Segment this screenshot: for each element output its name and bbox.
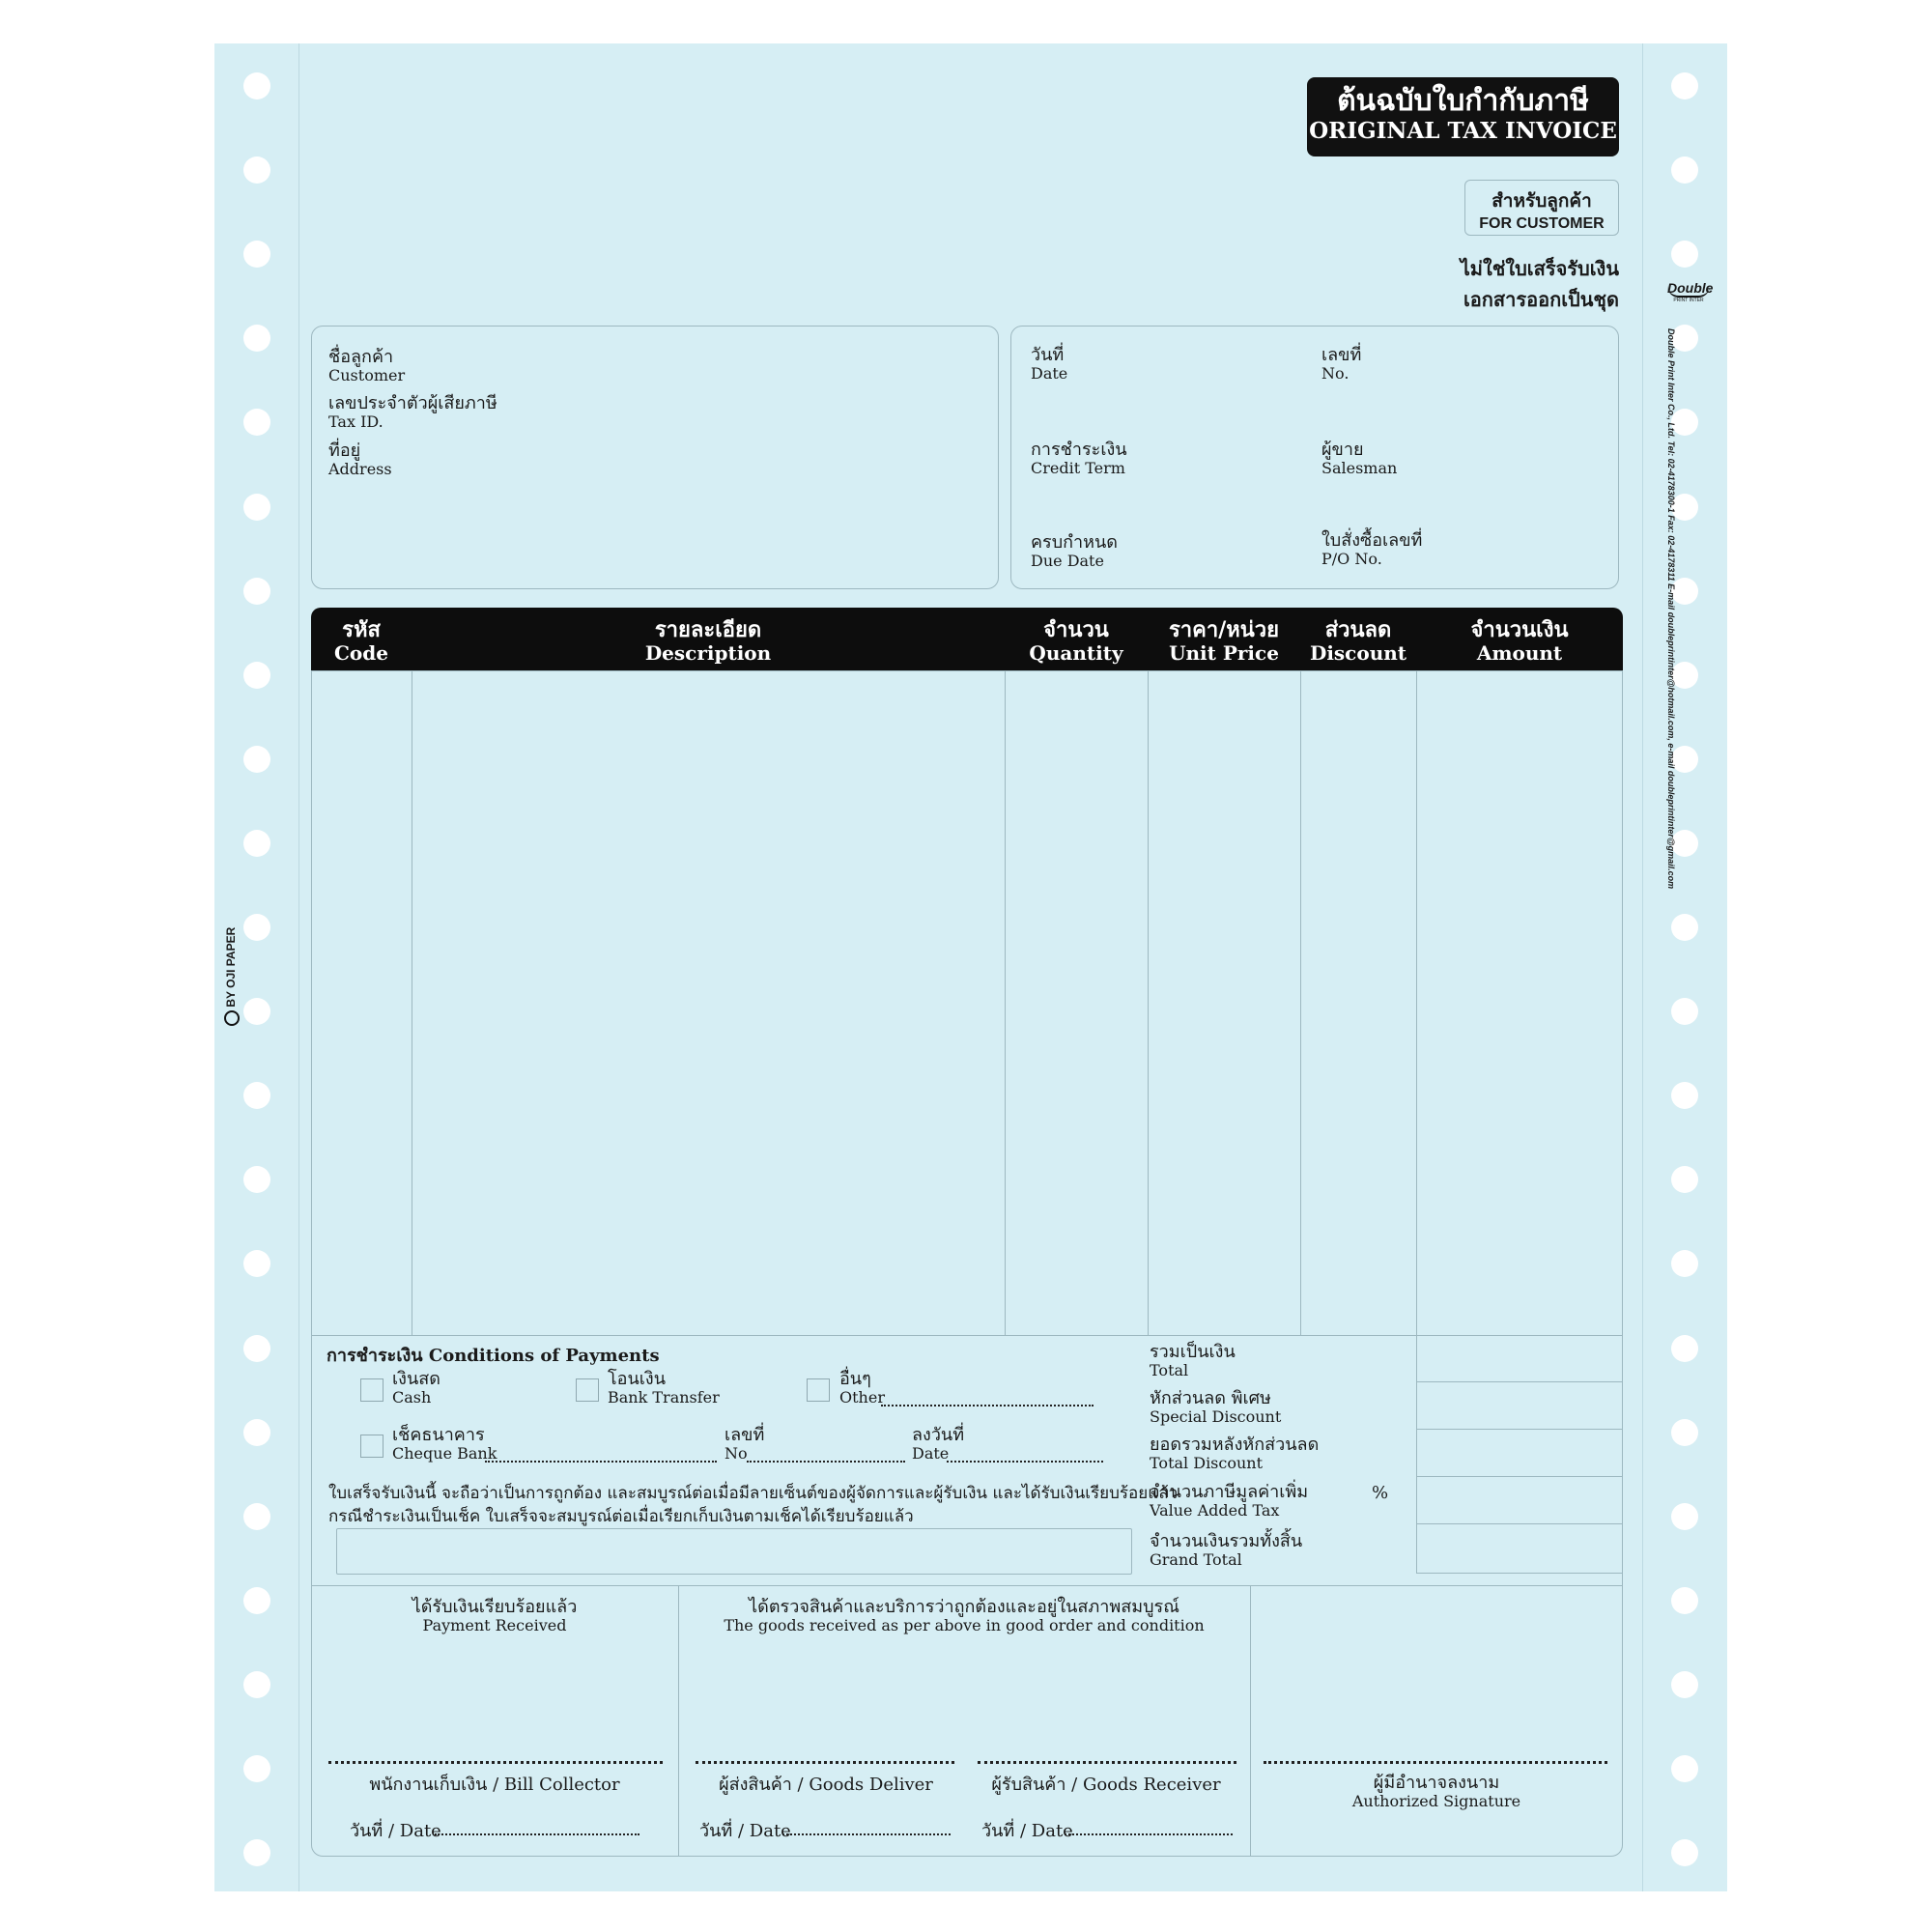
perforation-hole bbox=[1671, 998, 1698, 1025]
other-checkbox[interactable] bbox=[807, 1378, 830, 1402]
copy-type-english: FOR CUSTOMER bbox=[1479, 215, 1605, 232]
po-no-field[interactable] bbox=[1321, 531, 1422, 568]
not-receipt-note: ไม่ใช่ใบเสร็จรับเงิน bbox=[1460, 257, 1619, 280]
vat-label-en: Value Added Tax bbox=[1150, 1501, 1280, 1520]
goods-receiver-label: ผู้รับสินค้า / Goods Receiver bbox=[991, 1775, 1221, 1795]
perforation-hole bbox=[243, 494, 270, 521]
cheque-bank-fill-line[interactable] bbox=[485, 1461, 717, 1463]
due-date-field[interactable] bbox=[1031, 533, 1118, 570]
date-field[interactable] bbox=[1031, 346, 1067, 383]
cheque-date-option bbox=[912, 1426, 964, 1463]
cheque-date-fill-line[interactable] bbox=[947, 1461, 1103, 1463]
total-discount-label: ยอดรวมหลังหักส่วนลด bbox=[1150, 1435, 1320, 1455]
column-unit-price bbox=[1148, 608, 1300, 671]
logo-text: Double bbox=[1667, 280, 1714, 296]
goods-received-thai: ได้ตรวจสินค้าและบริการว่าถูกต้องและอยู่ในสภาพสมบูรณ์ bbox=[749, 1597, 1179, 1617]
cheque-no-label: เลขที่ bbox=[724, 1425, 765, 1445]
total-discount-row bbox=[1150, 1435, 1319, 1472]
grand-total-label: จำนวนเงินรวมทั้งสิ้น bbox=[1150, 1531, 1303, 1551]
column-divider bbox=[1300, 670, 1301, 1335]
column-code-thai: รหัส bbox=[342, 617, 381, 642]
customer-info-box bbox=[311, 326, 999, 589]
perforation-hole bbox=[1671, 1839, 1698, 1866]
bill-collector-label: พนักงานเก็บเงิน / Bill Collector bbox=[369, 1775, 620, 1795]
perforation-hole bbox=[1671, 1755, 1698, 1782]
authorized-signature-thai: ผู้มีอำนาจลงนาม bbox=[1373, 1773, 1500, 1793]
invoice-no-field[interactable] bbox=[1321, 346, 1361, 383]
right-perforation-strip bbox=[1642, 43, 1727, 1891]
perforation-hole bbox=[243, 746, 270, 773]
column-discount bbox=[1300, 608, 1416, 671]
cheque-date-label: ลงวันที่ bbox=[912, 1425, 965, 1445]
invoice-no-label: เลขที่ bbox=[1321, 345, 1362, 365]
po-no-label-en: P/O No. bbox=[1321, 550, 1382, 568]
column-description bbox=[412, 608, 1005, 671]
payment-title-english: Conditions of Payments bbox=[428, 1346, 660, 1366]
cheque-label-en: Cheque Bank bbox=[392, 1444, 497, 1463]
perforation-hole bbox=[1671, 156, 1698, 184]
receiver-date-label: วันที่ / Date bbox=[981, 1821, 1073, 1841]
perforation-hole bbox=[243, 662, 270, 689]
column-amount bbox=[1416, 608, 1623, 671]
totals-divider bbox=[1416, 1476, 1623, 1477]
perforation-hole bbox=[1671, 1587, 1698, 1614]
totals-divider bbox=[1416, 1429, 1623, 1430]
printer-contact-text: Double Print Inter Co., Ltd. Tel: 02-4178300-1 Fax: 02-4178311 E-mail doubleprintinter@hotmail.com, e-mail doubleprintinter@gmail.com bbox=[1666, 328, 1676, 890]
logo-subtext: PRINT INTER bbox=[1673, 298, 1704, 303]
receiver-date-line[interactable] bbox=[1065, 1833, 1233, 1835]
vat-label: จำนวนภาษีมูลค่าเพิ่ม bbox=[1150, 1482, 1309, 1502]
collector-date-label: วันที่ / Date bbox=[350, 1821, 441, 1841]
column-divider bbox=[1416, 670, 1417, 1573]
column-code-english: Code bbox=[334, 641, 388, 665]
document-title-box bbox=[1307, 77, 1619, 156]
payment-title-thai: การชำระเงิน bbox=[327, 1346, 423, 1366]
perforation-hole bbox=[243, 830, 270, 857]
credit-term-label-en: Credit Term bbox=[1031, 459, 1125, 477]
perforation-hole bbox=[243, 1755, 270, 1782]
cheque-no-label-en: No bbox=[724, 1444, 748, 1463]
perforation-hole bbox=[243, 1335, 270, 1362]
column-discount-thai: ส่วนลด bbox=[1324, 617, 1392, 642]
cheque-date-label-en: Date bbox=[912, 1444, 950, 1463]
goods-receiver-signature-line[interactable] bbox=[978, 1761, 1236, 1764]
items-bottom-line bbox=[311, 1335, 1623, 1336]
cheque-no-option bbox=[724, 1426, 764, 1463]
perforation-hole bbox=[243, 578, 270, 605]
authorized-signature-label bbox=[1250, 1774, 1623, 1810]
total-row bbox=[1150, 1343, 1236, 1379]
goods-received-english: The goods received as per above in good order and condition bbox=[724, 1616, 1205, 1634]
payment-received-english: Payment Received bbox=[422, 1616, 567, 1634]
cash-checkbox[interactable] bbox=[360, 1378, 384, 1402]
copy-type-box bbox=[1464, 180, 1619, 236]
column-quantity bbox=[1005, 608, 1148, 671]
perforation-hole bbox=[243, 1503, 270, 1530]
totals-divider bbox=[1416, 1573, 1623, 1574]
column-code bbox=[311, 608, 412, 671]
bank-transfer-label-en: Bank Transfer bbox=[608, 1388, 720, 1406]
goods-deliver-signature-line[interactable] bbox=[696, 1761, 954, 1764]
perforation-hole bbox=[243, 1082, 270, 1109]
perforation-hole bbox=[1671, 1335, 1698, 1362]
perforation-hole bbox=[243, 1839, 270, 1866]
salesman-field[interactable] bbox=[1321, 440, 1397, 477]
tax-id-field[interactable] bbox=[328, 394, 497, 431]
perforation-hole bbox=[243, 998, 270, 1025]
bank-transfer-option bbox=[608, 1370, 720, 1406]
tax-id-label-en: Tax ID. bbox=[328, 412, 384, 431]
other-label-en: Other bbox=[839, 1388, 885, 1406]
perforation-hole bbox=[243, 1587, 270, 1614]
address-label: ที่อยู่ bbox=[328, 440, 361, 461]
column-amount-english: Amount bbox=[1476, 641, 1563, 665]
goods-deliver-label: ผู้ส่งสินค้า / Goods Deliver bbox=[719, 1775, 933, 1795]
salesman-label: ผู้ขาย bbox=[1321, 440, 1364, 460]
column-unit-price-thai: ราคา/หน่วย bbox=[1168, 617, 1280, 642]
payment-conditions-title bbox=[327, 1341, 660, 1369]
oji-paper-text: BY OJI PAPER bbox=[224, 926, 239, 1008]
signature-divider bbox=[1250, 1585, 1251, 1857]
column-description-english: Description bbox=[644, 641, 772, 665]
customer-name-field[interactable] bbox=[328, 348, 405, 384]
column-divider bbox=[1148, 670, 1149, 1335]
due-date-label-en: Due Date bbox=[1031, 552, 1104, 570]
bank-transfer-label: โอนเงิน bbox=[608, 1369, 667, 1389]
column-quantity-english: Quantity bbox=[1029, 641, 1123, 665]
perforation-hole bbox=[243, 241, 270, 268]
total-label-en: Total bbox=[1150, 1361, 1189, 1379]
credit-term-label: การชำระเงิน bbox=[1031, 440, 1127, 460]
bill-collector-signature-line[interactable] bbox=[328, 1761, 663, 1764]
cash-option bbox=[392, 1370, 440, 1406]
column-quantity-thai: จำนวน bbox=[1043, 617, 1109, 642]
column-amount-thai: จำนวนเงิน bbox=[1470, 617, 1569, 642]
cheque-no-fill-line[interactable] bbox=[747, 1461, 905, 1463]
other-fill-line[interactable] bbox=[881, 1405, 1094, 1406]
due-date-label: ครบกำหนด bbox=[1031, 532, 1118, 553]
cheque-checkbox[interactable] bbox=[360, 1435, 384, 1458]
total-discount-label-en: Total Discount bbox=[1150, 1454, 1264, 1472]
bank-transfer-checkbox[interactable] bbox=[576, 1378, 599, 1402]
column-unit-price-english: Unit Price bbox=[1169, 641, 1279, 665]
address-label-en: Address bbox=[328, 460, 392, 478]
authorized-signature-english: Authorized Signature bbox=[1351, 1792, 1521, 1810]
salesman-label-en: Salesman bbox=[1321, 459, 1398, 477]
remarks-box[interactable] bbox=[336, 1528, 1132, 1575]
perforation-hole bbox=[243, 914, 270, 941]
title-thai: ต้นฉบับใบกำกับภาษี bbox=[1337, 84, 1589, 118]
total-label: รวมเป็นเงิน bbox=[1150, 1342, 1236, 1362]
copy-type-thai: สำหรับลูกค้า bbox=[1492, 190, 1592, 212]
vat-row bbox=[1150, 1483, 1308, 1520]
double-print-logo bbox=[1667, 280, 1714, 303]
credit-term-field[interactable] bbox=[1031, 440, 1127, 477]
cheque-label: เช็คธนาคาร bbox=[392, 1425, 485, 1445]
goods-received-heading bbox=[678, 1598, 1250, 1634]
date-label-en: Date bbox=[1031, 364, 1068, 383]
other-option bbox=[839, 1370, 885, 1406]
address-field[interactable] bbox=[328, 441, 392, 478]
perforation-hole bbox=[243, 156, 270, 184]
grand-total-row bbox=[1150, 1532, 1302, 1569]
other-label: อื่นๆ bbox=[839, 1369, 871, 1389]
payment-received-heading bbox=[311, 1598, 678, 1634]
special-discount-row bbox=[1150, 1389, 1281, 1426]
perforation-hole bbox=[1671, 1671, 1698, 1698]
totals-divider bbox=[1416, 1523, 1623, 1524]
perforation-hole bbox=[243, 1671, 270, 1698]
items-table-header bbox=[311, 608, 1623, 671]
column-discount-english: Discount bbox=[1309, 641, 1407, 665]
receipt-terms-note: ใบเสร็จรับเงินนี้ จะถือว่าเป็นการถูกต้อง และสมบูรณ์ต่อเมื่อมีลายเซ็นต์ของผู้จัดการและผู้รับเงิน และได้รับเงินเรียบร้อยแล้ว bbox=[328, 1484, 1179, 1503]
date-label: วันที่ bbox=[1031, 345, 1065, 365]
special-discount-label-en: Special Discount bbox=[1150, 1407, 1282, 1426]
perforation-hole bbox=[1671, 1503, 1698, 1530]
invoice-no-label-en: No. bbox=[1321, 364, 1350, 383]
vat-percent-field[interactable]: % bbox=[1372, 1483, 1389, 1503]
cheque-terms-note: กรณีชำระเงินเป็นเช็ค ใบเสร็จจะสมบูรณ์ต่อเมื่อเรียกเก็บเงินตามเช็คได้เรียบร้อยแล้ว bbox=[328, 1507, 914, 1526]
grand-total-label-en: Grand Total bbox=[1150, 1550, 1242, 1569]
perforation-hole bbox=[1671, 241, 1698, 268]
perforation-hole bbox=[243, 1419, 270, 1446]
perforation-hole bbox=[1671, 1082, 1698, 1109]
items-table-body[interactable] bbox=[311, 670, 1623, 1857]
document-set-note: เอกสารออกเป็นชุด bbox=[1463, 288, 1619, 311]
totals-divider bbox=[1416, 1381, 1623, 1382]
customer-name-label: ชื่อลูกค้า bbox=[328, 347, 394, 367]
po-no-label: ใบสั่งซื้อเลขที่ bbox=[1321, 530, 1423, 551]
cheque-option bbox=[392, 1426, 497, 1463]
special-discount-label: หักส่วนลด พิเศษ bbox=[1150, 1388, 1271, 1408]
perforation-hole bbox=[1671, 914, 1698, 941]
authorized-signature-line[interactable] bbox=[1264, 1761, 1607, 1764]
oji-paper-mark bbox=[224, 927, 240, 1026]
deliver-date-label: วันที่ / Date bbox=[699, 1821, 791, 1841]
customer-name-label-en: Customer bbox=[328, 366, 406, 384]
deliver-date-line[interactable] bbox=[782, 1833, 951, 1835]
tax-id-label: เลขประจำตัวผู้เสียภาษี bbox=[328, 393, 497, 413]
collector-date-line[interactable] bbox=[435, 1833, 639, 1835]
oji-logo-icon bbox=[224, 1010, 240, 1026]
signature-section-top bbox=[311, 1585, 1623, 1586]
column-description-thai: รายละเอียด bbox=[654, 617, 762, 642]
column-divider bbox=[1005, 670, 1006, 1335]
perforation-hole bbox=[1671, 72, 1698, 99]
perforation-hole bbox=[1671, 1419, 1698, 1446]
cash-label-en: Cash bbox=[392, 1388, 432, 1406]
title-english: ORIGINAL TAX INVOICE bbox=[1309, 118, 1617, 144]
cash-label: เงินสด bbox=[392, 1369, 440, 1389]
perforation-hole bbox=[243, 72, 270, 99]
payment-received-thai: ได้รับเงินเรียบร้อยแล้ว bbox=[412, 1597, 578, 1617]
